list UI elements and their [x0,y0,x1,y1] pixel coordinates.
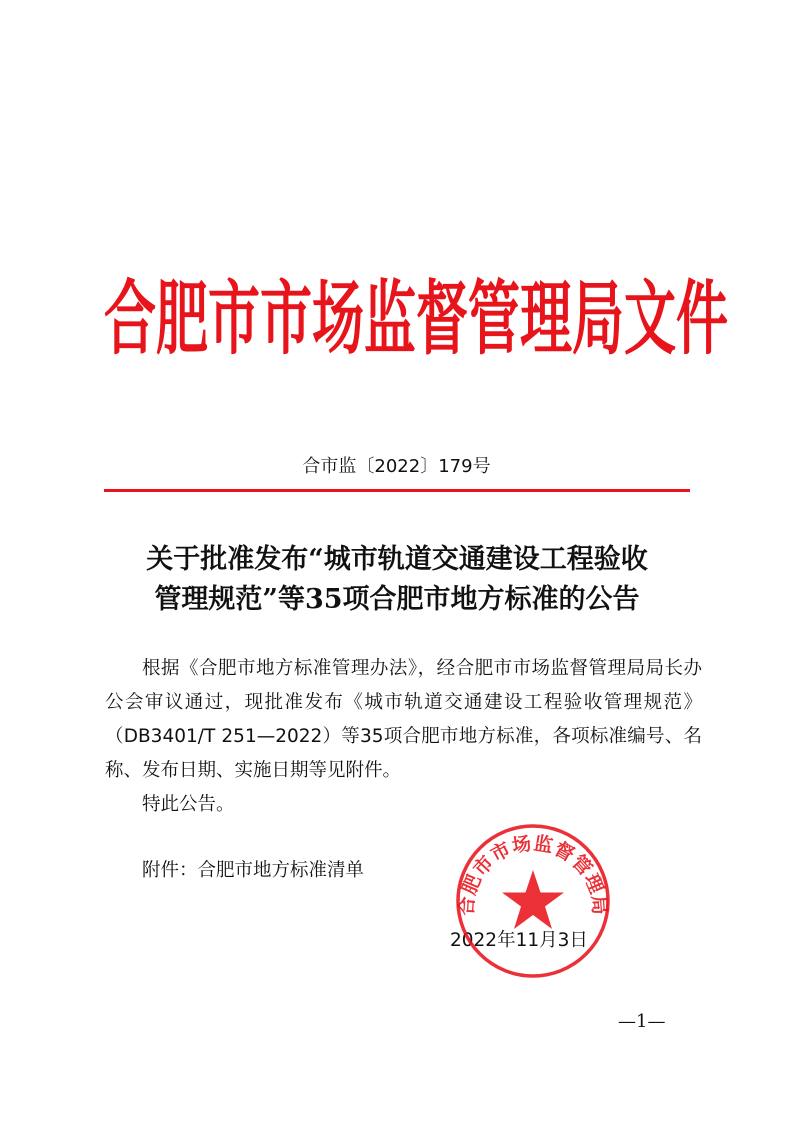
red-divider-rule [104,489,690,492]
attachment-line: 附件：合肥市地方标准清单 [142,860,365,881]
body-paragraph-1: 根据《合肥市地方标准管理办法》，经合肥市市场监督管理局局长办公会审议通过，现批准发布《城市轨道交通建设工程验收管理规范》（DB3401/T 251—2022）等35项合肥市地方标准，各项标准编号、名称、发布日期、实施日期等见附件。 [105,658,702,781]
seal-star-icon [502,870,564,929]
notice-title [104,540,690,620]
document-number: 合市监〔2022〕179号 [302,456,491,477]
page-number: —1— [618,1011,666,1032]
notice-body [105,652,702,822]
official-seal-stamp [454,822,612,980]
seal-text: 合肥市市场监督管理局 [455,832,611,917]
notice-title-line-2: 管理规范”等35项合肥市地方标准的公告 [154,584,640,615]
masthead-title: 合肥市市场监督管理局文件 [104,271,729,367]
body-paragraph-2: 特此公告。 [142,794,235,815]
issue-date: 2022年11月3日 [450,930,588,951]
notice-title-line-1: 关于批准发布“城市轨道交通建设工程验收 [146,544,648,575]
